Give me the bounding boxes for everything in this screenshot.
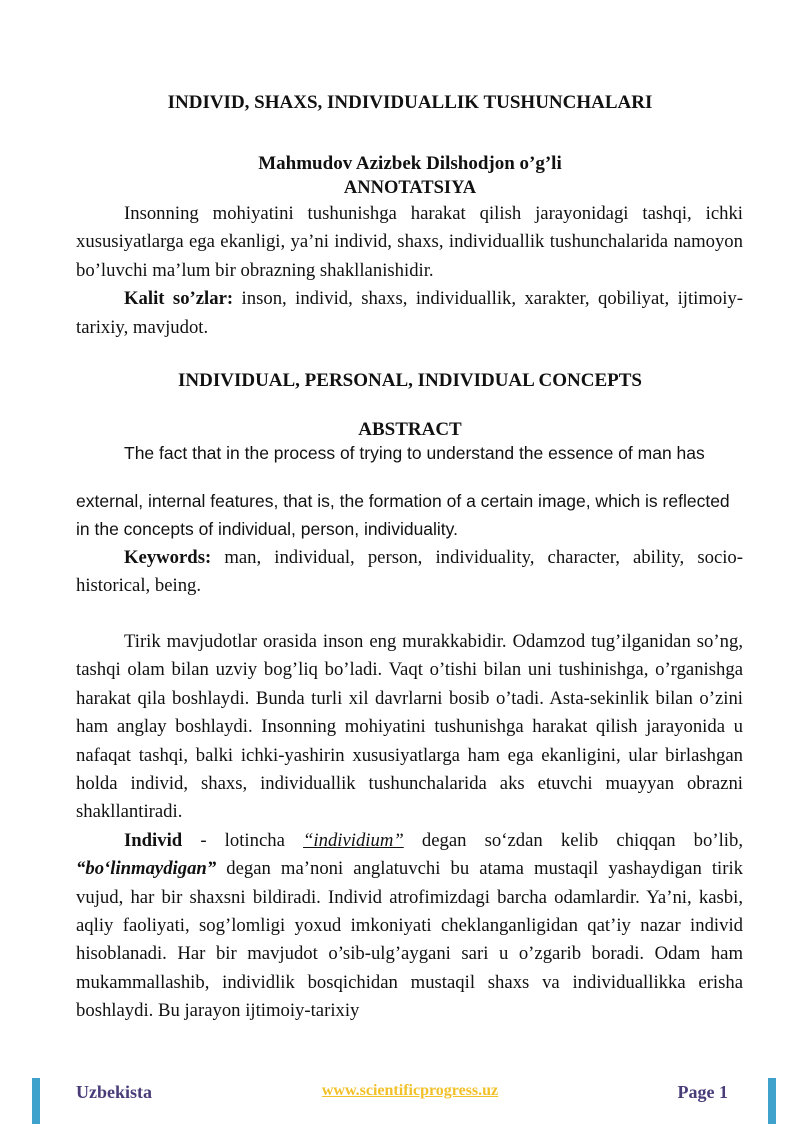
- uz-keywords: [76, 285, 743, 342]
- paragraph-2-part-b: degan so‘zdan kelib chiqqan bo’lib,: [403, 829, 743, 851]
- author-name: Mahmudov Azizbek Dilshodjon o’g’li: [258, 153, 562, 174]
- main-text: [76, 628, 743, 1026]
- uz-keywords-label: Kalit so’zlar:: [124, 288, 234, 310]
- latin-term: “individium”: [303, 829, 404, 851]
- paragraph-1: Tirik mavjudotlar orasida inson eng murakkabidir. Odamzod tug’ilganidan so’ng, tashqi olam bilan uzviy bog’liq bo’ladi. Vaqt o’tishi bilan uni tushinishga, o’rganishga harakat qila boshlaydi. Bunda turli xil davrlarni bosib o’tadi. Asta-sekinlik bilan o’zini ham anglay boshlaydi. Insonning mohiyatini tushunishga harakat qilish jarayonida u nafaqat tashqi, balki ichki-yashirin xususiyatlarga ham ega ekanligini, ular birlashgan holda individ, shaxs, individuallik tushunchalarida aks etuvchi muayyan obrazni shakllantiradi.: [76, 631, 743, 823]
- en-keywords-section: [76, 544, 743, 601]
- paragraph-2-part-a: - lotincha: [182, 829, 304, 851]
- meaning-term: “bo‘linmaydigan”: [76, 858, 217, 880]
- abstract-first-line: The fact that in the process of trying to understand the essence of man has: [124, 443, 705, 463]
- footer-country: Uzbekista: [76, 1082, 152, 1102]
- footer-right-bar: [768, 1078, 776, 1124]
- paragraph-2: [76, 827, 743, 1026]
- paragraph-2-part-c: degan ma’noni anglatuvchi bu atama mustaqil yashaydigan tirik vujud, har bir shaxsni bildiradi. Individ atrofimizdagi barcha odamlardir. Ya’ni, kasbi, aqliy faoliyati, sog’lomligi yoxud imkoniyati cheklanganligidan qat’iy nazar individ hisoblanadi. Har bir mavjudot o’sib-ulg’aygani sari u o’zgarib boradi. Odam ham mukammallashib, individlik bosqichidan mustaqil shaxs va individuallikka erisha boshlaydi. Bu jarayon ijtimoiy-tarixiy: [76, 858, 743, 1022]
- en-keywords: [76, 544, 743, 601]
- abstract-rest: external, internal features, that is, the formation of a certain image, which is reflected in the concepts of individual, person, individuality.: [76, 491, 730, 540]
- annotation-section: [76, 200, 743, 342]
- english-title: INDIVIDUAL, PERSONAL, INDIVIDUAL CONCEPTS: [178, 370, 642, 391]
- en-keywords-list: man, individual, person, individuality, character, ability, socio- historical, being.: [76, 547, 743, 597]
- paper-title: INDIVID, SHAXS, INDIVIDUALLIK TUSHUNCHALARI: [167, 92, 653, 113]
- uz-keywords-list: inson, individ, shaxs, individuallik, xarakter, qobiliyat, ijtimoiy- tarixiy, mavjudot.: [76, 288, 743, 338]
- en-keywords-label: Keywords:: [124, 547, 212, 568]
- annotation-text: Insonning mohiyatini tushunishga harakat qilish jarayonidagi tashqi, ichki xususiyatlarga ega ekanligi, ya’ni individ, shaxs, individuallik tushunchalarida namoyon bo’luvchi ma’lum bir obrazning shakllanishidir.: [76, 203, 743, 281]
- abstract-heading: ABSTRACT: [358, 419, 462, 440]
- page-footer: [0, 1078, 800, 1124]
- footer-website-link[interactable]: www.scientificprogress.uz: [321, 1082, 499, 1099]
- footer-page-number: Page 1: [677, 1082, 728, 1102]
- individ-term: Individ: [124, 829, 183, 851]
- annotation-heading: ANNOTATSIYA: [343, 178, 477, 198]
